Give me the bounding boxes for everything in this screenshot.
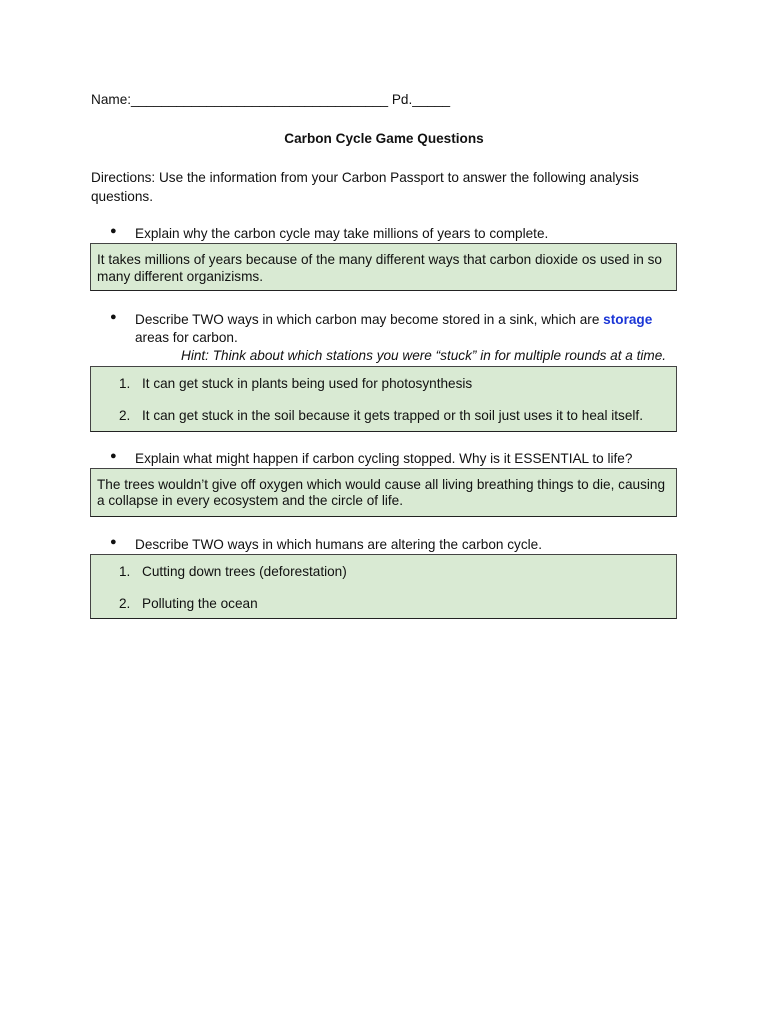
- answer-box-3[interactable]: [90, 468, 677, 517]
- bullet-icon: ●: [110, 311, 117, 323]
- page-title: Carbon Cycle Game Questions: [284, 131, 484, 146]
- question-2-line2: areas for carbon.: [135, 330, 238, 345]
- question-2-text: [135, 311, 652, 329]
- bullet-icon: ●: [110, 225, 117, 237]
- list-item: Cutting down trees (deforestation): [142, 564, 347, 579]
- name-period-line: Name:__________________________________ Pd._____: [91, 92, 451, 107]
- bullet-icon: ●: [110, 536, 117, 548]
- bullet-icon: ●: [110, 450, 117, 462]
- list-number: 2.: [119, 408, 131, 423]
- question-3-text: Explain what might happen if carbon cycling stopped. Why is it ESSENTIAL to life?: [135, 451, 633, 466]
- answer-1-text: It takes millions of years because of the many different ways that carbon dioxide os used in so many different organizisms.: [97, 252, 662, 284]
- question-1-text: Explain why the carbon cycle may take millions of years to complete.: [135, 226, 549, 241]
- answer-3-text: The trees wouldn’t give off oxygen which would cause all living breathing things to die, causing a collapse in every ecosystem and the circle of life.: [97, 477, 666, 508]
- list-item: Polluting the ocean: [142, 596, 258, 611]
- directions-text: Directions: Use the information from your Carbon Passport to answer the following analysis questions.: [91, 170, 639, 204]
- answer-box-4[interactable]: [90, 554, 677, 619]
- list-number: 1.: [119, 376, 131, 391]
- hint-text: Hint: Think about which stations you were “stuck” in for multiple rounds at a time.: [181, 348, 667, 363]
- answer-box-1[interactable]: [90, 243, 677, 291]
- question-2-text-main: Describe TWO ways in which carbon may become stored in a sink, which are: [135, 312, 604, 327]
- list-number: 1.: [119, 564, 131, 579]
- list-item: It can get stuck in the soil because it gets trapped or th soil just uses it to heal itself.: [142, 408, 643, 423]
- list-item: It can get stuck in plants being used for photosynthesis: [142, 376, 473, 391]
- question-4-text: Describe TWO ways in which humans are altering the carbon cycle.: [135, 537, 542, 552]
- list-number: 2.: [119, 596, 131, 611]
- answer-box-2[interactable]: [90, 366, 677, 432]
- storage-highlight: storage: [603, 312, 653, 327]
